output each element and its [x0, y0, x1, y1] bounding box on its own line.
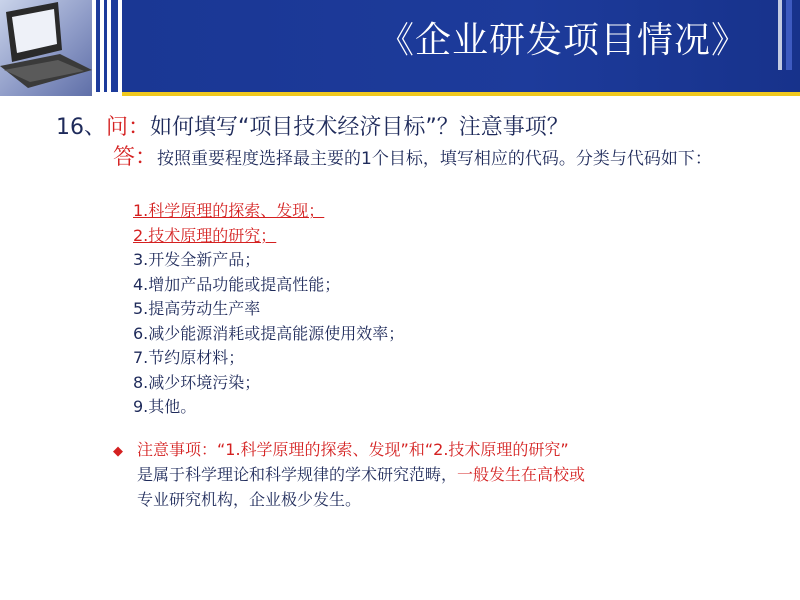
note-line-2-highlight: 一般发生在高校或	[457, 465, 586, 484]
list-item: 8.减少环境污染；	[133, 372, 261, 392]
code-list	[133, 199, 404, 420]
question-text: 如何填写“项目技术经济目标”？注意事项？	[150, 115, 569, 140]
note-line-3: 专业研究机构，企业极少发生。	[137, 490, 362, 509]
page-title: 《企业研发项目情况》	[377, 20, 748, 61]
diamond-icon: ◆	[113, 444, 123, 459]
question-line	[56, 110, 569, 141]
note-line-2-text: 是属于科学理论和科学规律的学术研究范畴，	[137, 465, 458, 484]
list-item: 3.开发全新产品；	[133, 250, 261, 269]
list-item: 1.科学原理的探索、发现；	[133, 201, 325, 220]
note-line-2	[137, 462, 585, 487]
answer-label: 答：	[113, 145, 158, 170]
question-label: 问：	[106, 115, 151, 140]
answer-text: 按照重要程度选择最主要的1个目标，填写相应的代码。分类与代码如下：	[157, 149, 712, 169]
note-line-1: 注意事项：“1.科学原理的探索、发现”和“2.技术原理的研究”	[137, 440, 569, 459]
list-item: 4.增加产品功能或提高性能；	[133, 274, 341, 294]
list-item: 9.其他。	[133, 397, 197, 416]
list-item: 7.节约原材料；	[133, 348, 245, 367]
list-item: 2.技术原理的研究；	[133, 225, 277, 245]
question-number: 16、	[56, 115, 106, 140]
answer-paragraph	[56, 144, 736, 173]
list-item: 5.提高劳动生产率	[133, 299, 261, 318]
list-item: 6.减少能源消耗或提高能源使用效率；	[133, 323, 405, 343]
